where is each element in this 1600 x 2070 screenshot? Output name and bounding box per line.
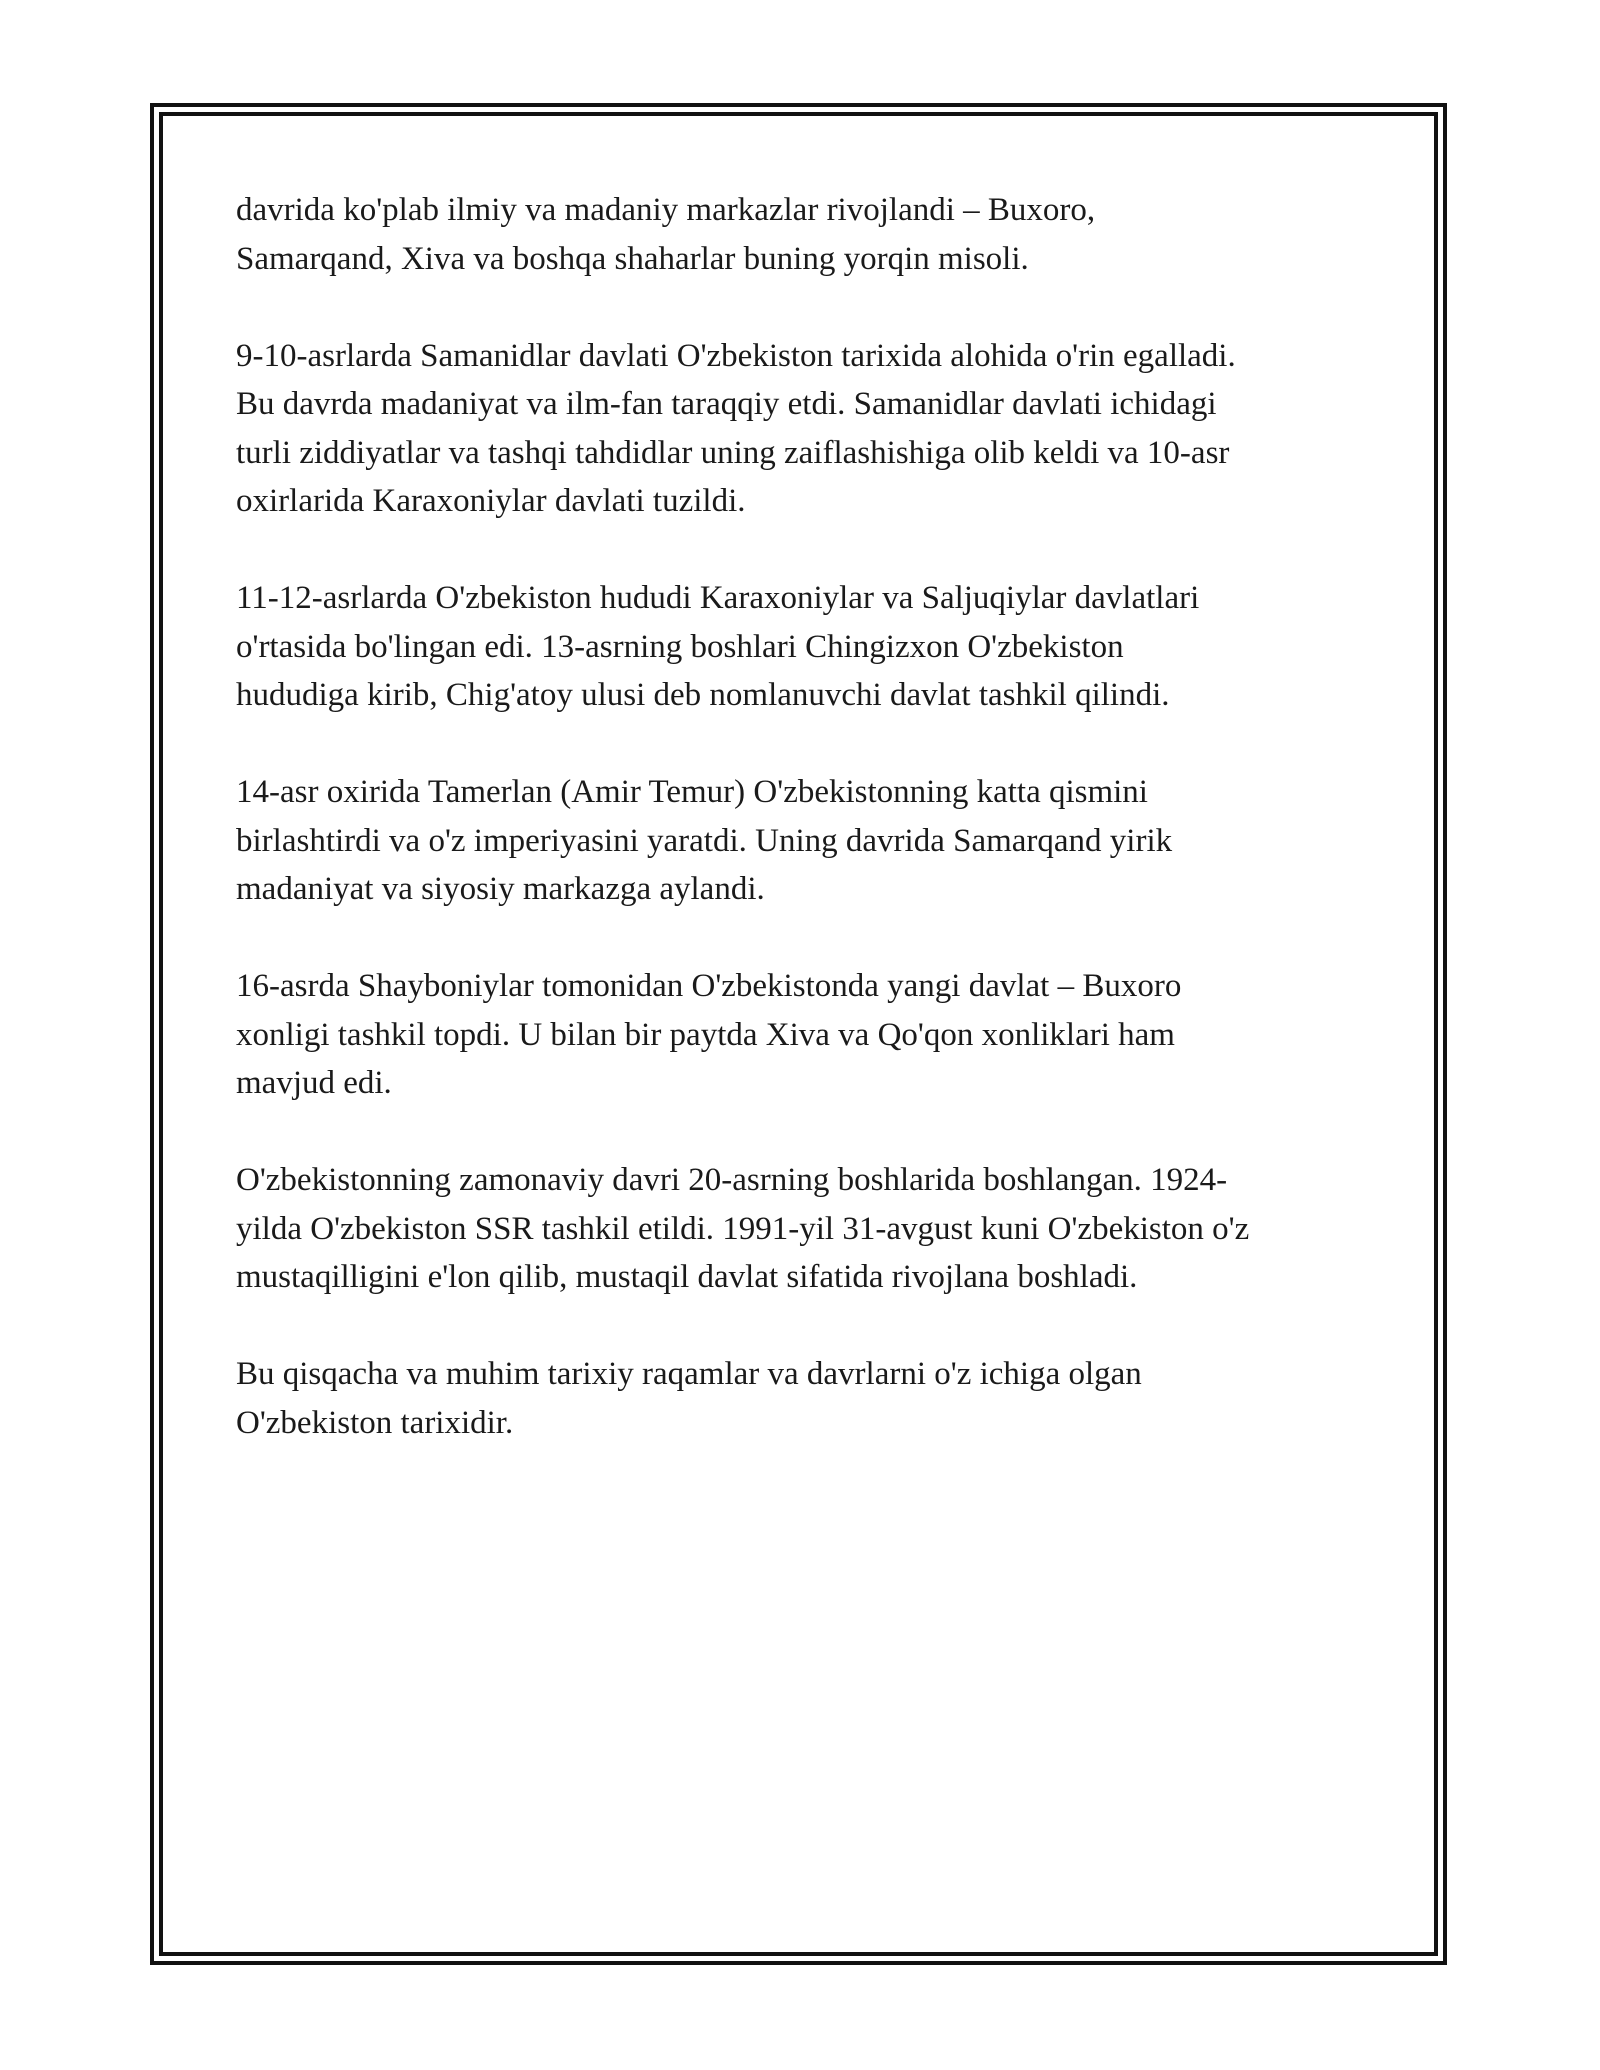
paragraph-3: 11-12-asrlarda O'zbekiston hududi Karaxoniylar va Saljuqiylar davlatlari o'rtasida bo'lingan edi. 13-asrning boshlari Chingizxon O'zbekiston hududiga kirib, Chig'atoy ulusi deb nomlanuvchi davlat tashkil qilindi. [236, 580, 1200, 713]
paragraph-4: 14-asr oxirida Tamerlan (Amir Temur) O'zbekistonning katta qismini birlashtirdi va o'z imperiyasini yaratdi. Uning davrida Samarqand yirik madaniyat va siyosiy markazga aylandi. [236, 774, 1173, 907]
document-body [236, 186, 1376, 1496]
paragraph-6: O'zbekistonning zamonaviy davri 20-asrning boshlarida boshlangan. 1924- yilda O'zbekiston SSR tashkil etildi. 1991-yil 31-avgust kuni O'zbekiston o'z mustaqilligini e'lon qilib, mustaqil davlat sifatida rivojlana boshladi. [236, 1162, 1250, 1295]
paragraph-5: 16-asrda Shayboniylar tomonidan O'zbekistonda yangi davlat – Buxoro xonligi tashkil topdi. U bilan bir paytda Xiva va Qo'qon xonliklari ham mavjud edi. [236, 968, 1182, 1101]
paragraph-7: Bu qisqacha va muhim tarixiy raqamlar va davrlarni o'z ichiga olgan O'zbekiston tarixidir. [236, 1356, 1142, 1441]
paragraph-2: 9-10-asrlarda Samanidlar davlati O'zbekiston tarixida alohida o'rin egalladi. Bu davrda madaniyat va ilm-fan taraqqiy etdi. Samanidlar davlati ichidagi turli ziddiyatlar va tashqi tahdidlar uning zaiflashishiga olib keldi va 10-asr oxirlarida Karaxoniylar davlati tuzildi. [236, 337, 1236, 519]
paragraph-1: davrida ko'plab ilmiy va madaniy markazlar rivojlandi – Buxoro, Samarqand, Xiva va boshqa shaharlar buning yorqin misoli. [236, 192, 1096, 277]
